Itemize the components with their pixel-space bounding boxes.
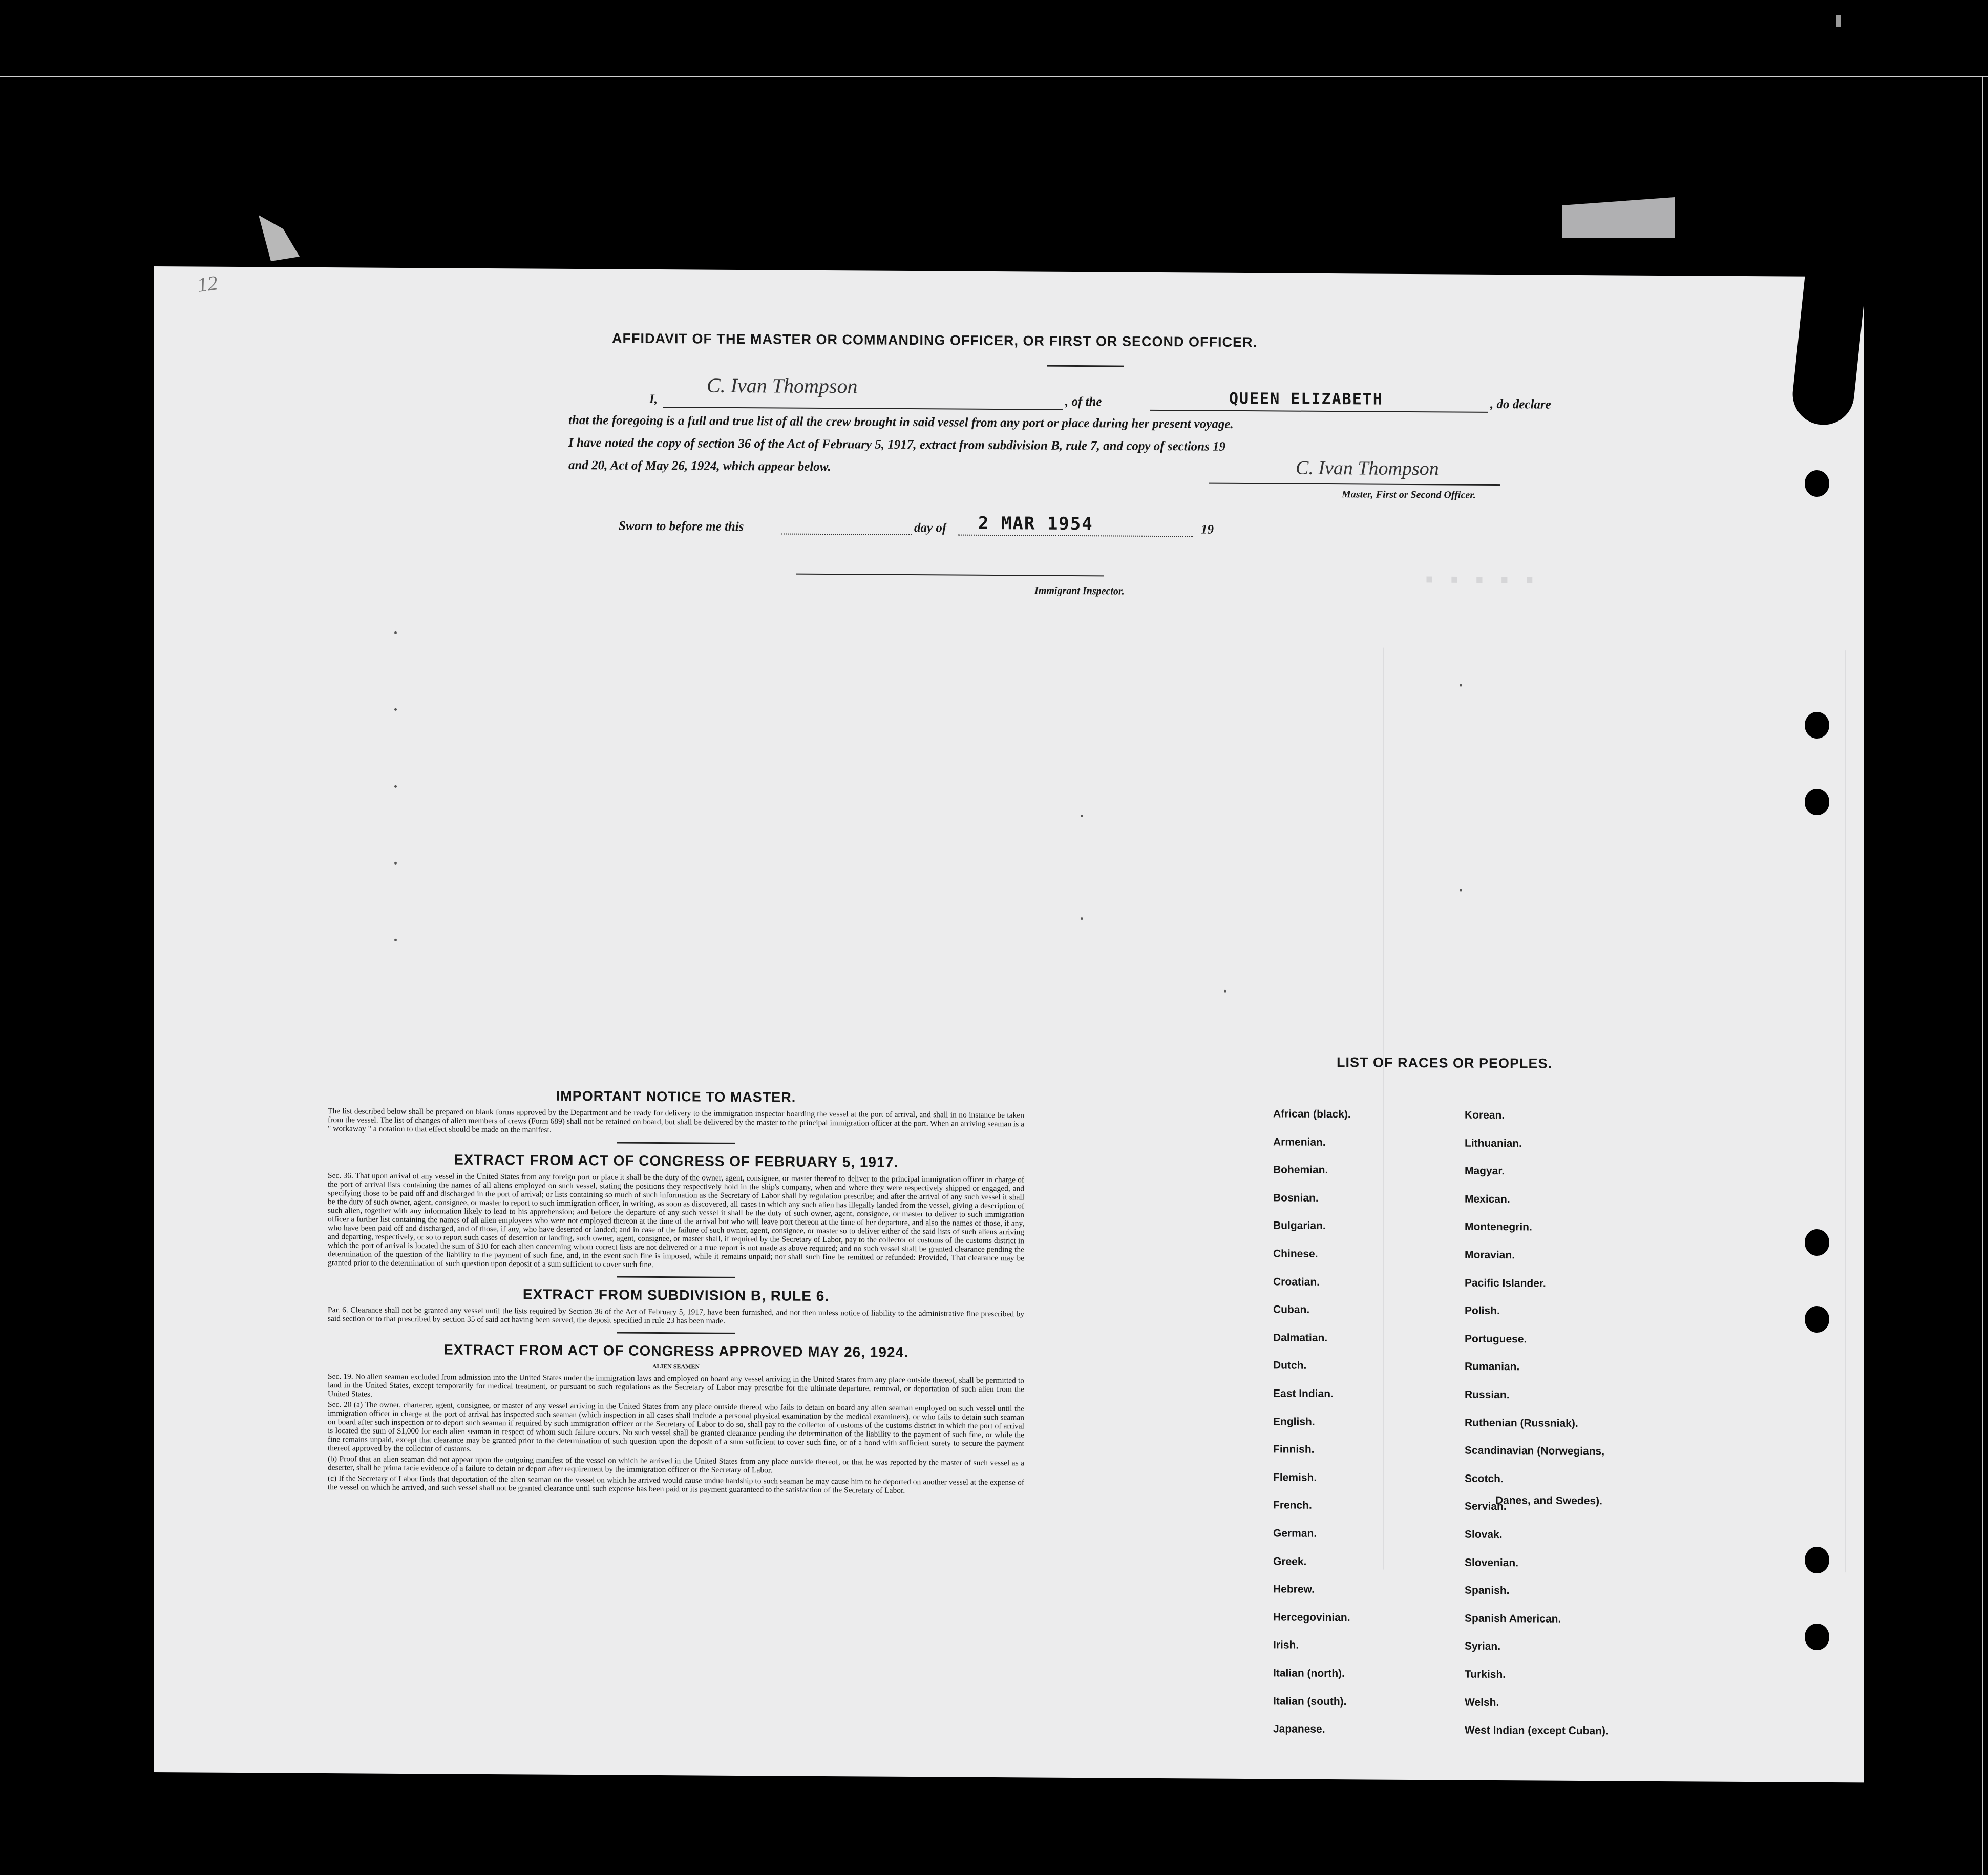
section3-title: EXTRACT FROM ACT OF CONGRESS APPROVED MAY 26, 1924. bbox=[443, 1341, 908, 1361]
affidavit-i: I, bbox=[649, 392, 658, 407]
affiant-name-line bbox=[663, 407, 1063, 410]
manifest-page bbox=[154, 266, 1864, 1782]
race-item: Russian. bbox=[1465, 1388, 1510, 1401]
race-item: Syrian. bbox=[1465, 1640, 1501, 1653]
race-item: Hebrew. bbox=[1273, 1583, 1315, 1596]
notice-column bbox=[328, 1087, 1024, 1498]
master-signature: C. Ivan Thompson bbox=[1296, 457, 1439, 480]
affidavit-line4: and 20, Act of May 26, 1924, which appear below. bbox=[568, 458, 831, 474]
notice-body: The list described below shall be prepared on blank forms approved by the Department and be ready for delivery to the immigration inspector boarding the vessel at the port of arrival, and shall in no instance be taken from the vessel. The list of changes of alien members of crews (Form 689) shall not be retained on board, but shall be delivered by the master to the principal immigration officer at the port. When an arriving seaman is a " workaway " a notation to that effect should be made on the manifest. bbox=[328, 1107, 1024, 1134]
race-item: West Indian (except Cuban). bbox=[1465, 1724, 1609, 1737]
affidavit-line2: that the foregoing is a full and true list of all the crew brought in said vessel from any port or place during her present voyage. bbox=[568, 413, 1234, 431]
section2-title: EXTRACT FROM SUBDIVISION B, RULE 6. bbox=[522, 1286, 830, 1304]
race-item: Greek. bbox=[1273, 1555, 1307, 1568]
race-item: Dalmatian. bbox=[1273, 1332, 1328, 1344]
section2-body: Par. 6. Clearance shall not be granted any vessel until the lists required by Section 36 of the Act of February 5, 1917, have been furnished, and not then unless notice of liability to the administrative fine prescribed by said section or to that prescribed by section 35 of said act having been served, the deposit specified in rule 23 has been made. bbox=[328, 1305, 1024, 1325]
punch-hole bbox=[1805, 1547, 1829, 1573]
speck bbox=[394, 631, 397, 634]
race-item: Italian (south). bbox=[1273, 1695, 1347, 1708]
race-item: Korean. bbox=[1465, 1109, 1505, 1122]
sworn-label: Sworn to before me this bbox=[619, 519, 744, 534]
speck bbox=[394, 862, 397, 865]
race-item: English. bbox=[1273, 1415, 1315, 1428]
speck bbox=[394, 785, 397, 788]
affidavit-line3: I have noted the copy of section 36 of the Act of February 5, 1917, extract from subdivision B, rule 7, and copy of sections 19 bbox=[568, 435, 1226, 454]
punch-hole bbox=[1805, 470, 1829, 497]
section3-sec20b: (b) Proof that an alien seaman did not appear upon the outgoing manifest of the vessel on which he arrived in the United States from any place outside thereof, or that he was reported by the master of such vessel as a deserter, shall be prima facie evidence of a failure to detain or deport after requirement by the immigration officer or the Secretary of Labor. bbox=[328, 1455, 1024, 1475]
race-item: French. bbox=[1273, 1499, 1312, 1512]
race-item: Hercegovinian. bbox=[1273, 1611, 1350, 1624]
race-scandinavian-cont: Danes, and Swedes). bbox=[1495, 1494, 1602, 1507]
margin-mark: 12 bbox=[196, 271, 219, 297]
speck bbox=[1224, 990, 1226, 993]
notice-separator-1 bbox=[617, 1142, 735, 1144]
vessel-name-line bbox=[1150, 410, 1488, 413]
bleed-through-text: · · · · · bbox=[1424, 556, 1538, 603]
race-item: Welsh. bbox=[1465, 1696, 1499, 1709]
paper-scrap bbox=[259, 215, 300, 261]
race-item: Scotch. bbox=[1465, 1472, 1504, 1485]
signature-line bbox=[1209, 483, 1500, 486]
title-rule bbox=[1047, 365, 1124, 367]
race-item: Bohemian. bbox=[1273, 1164, 1328, 1176]
affidavit-title: AFFIDAVIT OF THE MASTER OR COMMANDING OFFICER, OR FIRST OR SECOND OFFICER. bbox=[612, 330, 1257, 350]
speck bbox=[394, 939, 397, 941]
date-stamp: 2 MAR 1954 bbox=[978, 513, 1093, 535]
notice-title: IMPORTANT NOTICE TO MASTER. bbox=[556, 1088, 796, 1105]
affidavit-of-the: , of the bbox=[1065, 394, 1102, 409]
race-item: Slovak. bbox=[1465, 1528, 1503, 1541]
notice-separator-3 bbox=[617, 1332, 735, 1334]
affidavit-do-declare: , do declare bbox=[1490, 397, 1551, 412]
punch-hole bbox=[1805, 1624, 1829, 1650]
inspector-caption: Immigrant Inspector. bbox=[1034, 585, 1125, 597]
signature-caption: Master, First or Second Officer. bbox=[1342, 489, 1476, 501]
race-item: Dutch. bbox=[1273, 1359, 1307, 1372]
race-item: Mexican. bbox=[1465, 1193, 1510, 1205]
race-item: African (black). bbox=[1273, 1108, 1351, 1121]
races-title: LIST OF RACES OR PEOPLES. bbox=[1337, 1055, 1553, 1071]
punch-hole bbox=[1805, 1229, 1829, 1256]
race-item: Polish. bbox=[1465, 1304, 1500, 1317]
sworn-day-line bbox=[781, 533, 912, 535]
section3-sec19: Sec. 19. No alien seaman excluded from admission into the United States under the immigration laws and employed on board any vessel arriving in the United States from any place outside thereof, shall be permitted to land in the United States, except temporarily for medical treatment, or pursuant to such regulations as the Secretary of Labor may prescribe for the ultimate departure, removal, or deportation of such alien from the United States. bbox=[328, 1372, 1024, 1399]
race-item: Bosnian. bbox=[1273, 1192, 1319, 1204]
bleed-through-columns bbox=[1383, 648, 1846, 1573]
race-item: Pacific Islander. bbox=[1465, 1277, 1546, 1290]
film-edge-mark bbox=[1836, 15, 1841, 27]
speck bbox=[394, 708, 397, 711]
race-item: Magyar. bbox=[1465, 1165, 1505, 1177]
race-item: Irish. bbox=[1273, 1639, 1299, 1652]
race-item: Moravian. bbox=[1465, 1249, 1515, 1261]
year-prefix: 19 bbox=[1201, 522, 1214, 537]
film-border-top bbox=[0, 76, 1988, 77]
race-item: Cuban. bbox=[1273, 1303, 1310, 1316]
race-item: Servian. bbox=[1465, 1501, 1507, 1513]
punch-hole bbox=[1805, 789, 1829, 815]
race-item: Slovenian. bbox=[1465, 1556, 1519, 1569]
vessel-name: QUEEN ELIZABETH bbox=[1229, 389, 1383, 409]
section1-title: EXTRACT FROM ACT OF CONGRESS OF FEBRUARY 5, 1917. bbox=[454, 1151, 898, 1170]
race-item: Ruthenian (Russniak). bbox=[1465, 1417, 1578, 1429]
film-border-right bbox=[1982, 76, 1983, 1875]
race-item: Turkish. bbox=[1465, 1668, 1506, 1681]
race-item: Scandinavian (Norwegians, bbox=[1465, 1444, 1605, 1458]
section1-body: Sec. 36. That upon arrival of any vessel in the United States from any foreign port or place it shall be the duty of the owner, agent, consignee, or master thereof to deliver to the principal immigration officer in charge of the port of arrival lists containing the names of all aliens employed on such vessel, stating the positions they respectively hold in the ship's company, when and where they were respectively shipped or engaged, and specifying those to be paid off and discharged in the port of arrival; or lists containing so much of such information as the Secretary of Labor shall by regulation prescribe; and after the arrival of any such vessel it shall be the duty of such owner, agent, consignee, or master to report to such immigration officer, in writing, as soon as discovered, all cases in which any such alien has illegally landed from the vessel, giving a description of such alien, together with any information likely to lead to his apprehension; and before the departure of any such vessel it shall be the duty of such owner, agent, consignee, or master to deliver to such immigration officer a further list containing the names of all alien employees who were not employed thereon at the time of the arrival but who will leave port thereon at the time of her departure, and also the names of those, if any, who have been paid off and discharged, and of those, if any, who have deserted or landed; and in case of the failure of such owner, agent, consignee, or master so to deliver either of the said lists of such aliens arriving and departing, respectively, or so to report such cases of desertion or landing, such owner, agent, consignee, or master shall, if required by the Secretary of Labor, pay to the collector of customs of the customs district in which the port of arrival is located the sum of $10 for each alien concerning whom correct lists are not delivered or a true report is not made as above required; and no such vessel shall be granted clearance pending the determination of the question of the liability to the payment of such fine, and, in the event such fine is imposed, while it remains unpaid; nor shall such fine be remitted or refunded: Provided, That clearance may be granted prior to the determination of such question upon deposit of a sum sufficient to cover such fine. bbox=[328, 1171, 1024, 1269]
race-item: Japanese. bbox=[1273, 1723, 1325, 1736]
speck bbox=[1081, 917, 1083, 920]
speck bbox=[1460, 684, 1462, 687]
notice-separator-2 bbox=[617, 1276, 735, 1278]
race-item: Italian (north). bbox=[1273, 1667, 1345, 1680]
inspector-line bbox=[796, 574, 1104, 577]
affiant-name: C. Ivan Thompson bbox=[707, 373, 858, 398]
race-item: East Indian. bbox=[1273, 1387, 1334, 1400]
section3-sec20c: (c) If the Secretary of Labor finds that deportation of the alien seaman on the vessel on which he arrived would cause undue hardship to such seaman he may cause him to be deported on another vessel at the expense of the vessel on which he arrived, and such vessel shall not be granted clearance until such expense has been paid or its payment guaranteed to the satisfaction of the Secretary of Labor. bbox=[328, 1474, 1024, 1495]
race-item: Montenegrin. bbox=[1465, 1221, 1532, 1233]
speck bbox=[1081, 815, 1083, 817]
race-item: Finnish. bbox=[1273, 1443, 1315, 1456]
race-item: Chinese. bbox=[1273, 1248, 1318, 1260]
race-item: Bulgarian. bbox=[1273, 1219, 1326, 1232]
race-item: Lithuanian. bbox=[1465, 1137, 1522, 1149]
section3-subtitle: ALIEN SEAMEN bbox=[652, 1362, 700, 1371]
race-item: Armenian. bbox=[1273, 1135, 1326, 1148]
month-line bbox=[958, 535, 1193, 537]
race-item: Flemish. bbox=[1273, 1471, 1317, 1484]
race-item: Rumanian. bbox=[1465, 1361, 1520, 1373]
paper-tab bbox=[1562, 197, 1675, 238]
race-item: Spanish American. bbox=[1465, 1612, 1561, 1625]
punch-hole bbox=[1805, 1306, 1829, 1333]
race-item: Croatian. bbox=[1273, 1275, 1320, 1288]
race-item: Spanish. bbox=[1465, 1584, 1510, 1597]
race-item: Portuguese. bbox=[1465, 1333, 1527, 1345]
section3-sec20a: Sec. 20 (a) The owner, charterer, agent, consignee, or master of any vessel arriving in the United States from any place outside thereof who fails to detain on board any alien seaman employed on such vessel until the immigration officer in charge at the port of arrival has inspected such seaman (which inspection in all cases shall include a personal physical examination by the medical examiners), or who fails to detain such seaman on board after such inspection or to deport such seaman if required by such immigration officer or the Secretary of Labor to do so, shall pay to the collector of customs of the customs district in which the port of arrival is located the sum of $1,000 for each alien seaman in respect of whom such failure occurs. No such vessel shall be granted clearance pending the determination of the liability to the payment of such fine, or while the fine remains unpaid, except that clearance may be granted prior to the determination of such question upon the deposit of a sum sufficient to cover such fine, or of a bond with sufficient surety to secure the payment thereof approved by the collector of customs. bbox=[328, 1400, 1024, 1453]
punch-hole bbox=[1805, 712, 1829, 739]
speck bbox=[1460, 889, 1462, 892]
race-item: German. bbox=[1273, 1527, 1317, 1540]
day-of-label: day of bbox=[914, 521, 947, 535]
